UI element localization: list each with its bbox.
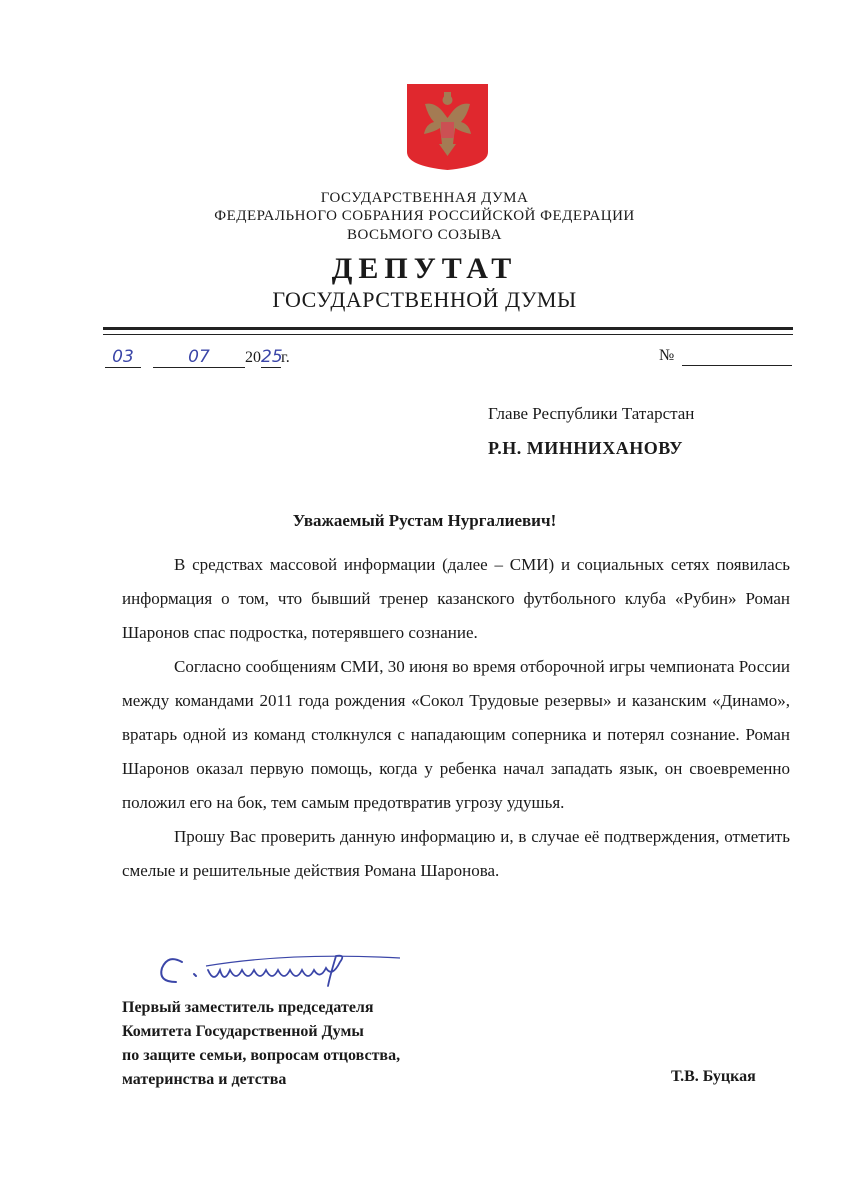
header-line-3: ВОСЬМОГО СОЗЫВА [347, 227, 502, 243]
header-divider-thick [103, 327, 793, 330]
signature-line: Первый заместитель председателя [122, 999, 374, 1016]
signature-block [122, 996, 400, 1092]
date-year-unit: г. [281, 349, 290, 366]
doc-number-label: № [659, 347, 675, 364]
letter-body [122, 548, 790, 888]
header-line-2: ФЕДЕРАЛЬНОГО СОБРАНИЯ РОССИЙСКОЙ ФЕДЕРАЦИИ [214, 208, 635, 224]
addressee-name: Р.Н. МИННИХАНОВУ [488, 438, 683, 458]
signature-scribble [150, 948, 425, 996]
header-line-1: ГОСУДАРСТВЕННАЯ ДУМА [320, 190, 529, 206]
header-title: ДЕПУТАТ [331, 252, 518, 285]
paragraph: В средствах массовой информации (далее – СМИ) и социальных сетях появилась информация о том, что бывший тренер казанского футбольного клуба «Рубин» Роман Шаронов спас подростка, потерявшего сознание. [122, 555, 790, 642]
header-subtitle: ГОСУДАРСТВЕННОЙ ДУМЫ [272, 287, 577, 312]
addressee-position: Главе Республики Татарстан [488, 404, 695, 423]
doc-number [659, 347, 792, 366]
header-divider-thin [103, 334, 793, 335]
signature-line: по защите семьи, вопросам отцовства, [122, 1047, 401, 1064]
date-month: 07 [153, 347, 245, 368]
signatory-name: Т.В. Буцкая [671, 1068, 756, 1085]
date-line [105, 347, 290, 368]
coat-of-arms-icon [405, 82, 490, 172]
signature-line: Комитета Государственной Думы [122, 1023, 364, 1040]
signature-line: материнства и детства [122, 1071, 287, 1088]
date-year-prefix: 20 [245, 349, 261, 366]
date-year-suffix: 25 [261, 347, 283, 367]
paragraph: Прошу Вас проверить данную информацию и, в случае её подтверждения, отметить смелые и решительные действия Романа Шаронова. [122, 827, 790, 880]
date-day: 03 [105, 347, 141, 368]
salutation: Уважаемый Рустам Нургалиевич! [292, 511, 557, 530]
paragraph: Согласно сообщениям СМИ, 30 июня во время отборочной игры чемпионата России между командами 2011 года рождения «Сокол Трудовые резервы» и казанским «Динамо», вратарь одной из команд столкнулся с нападающим соперника и потерял сознание. Роман Шаронов оказал первую помощь, когда у ребенка начал западать язык, он своевременно положил его на бок, тем самым предотвратив угрозу удушья. [122, 657, 790, 812]
